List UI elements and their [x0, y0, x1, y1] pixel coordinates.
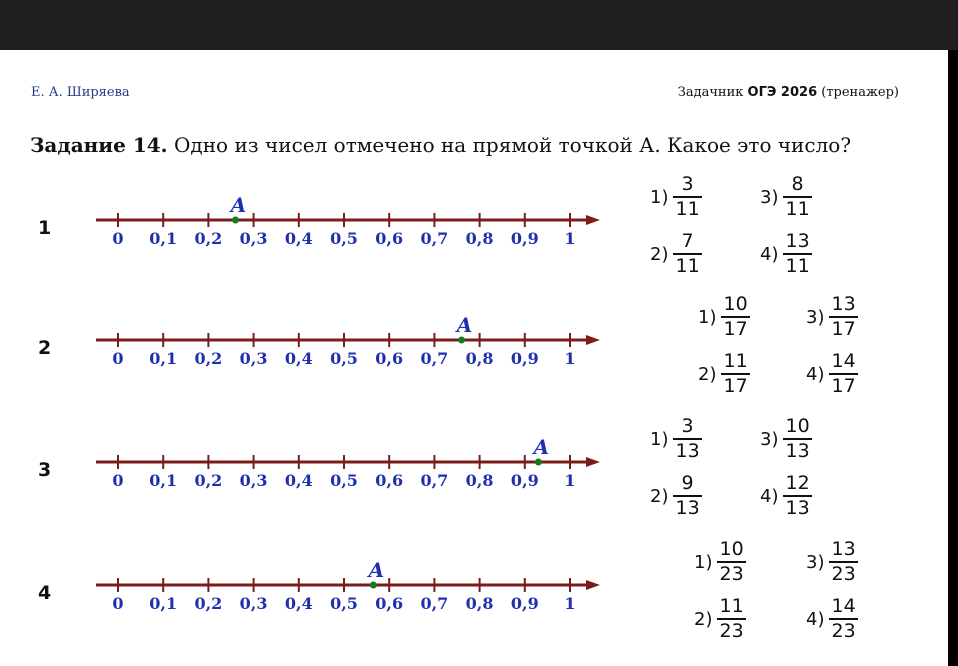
option-2[interactable]: 2) $\frac{9}{13}$ [650, 472, 700, 519]
denominator: 11 [675, 255, 700, 277]
fraction [783, 474, 811, 518]
tick-label: 0,6 [375, 229, 404, 248]
tick-label: 0,7 [420, 471, 449, 490]
task-text: Одно из чисел отмечено на прямой точкой А. Какое это число? [167, 133, 852, 157]
number-line [90, 560, 610, 620]
book-title-suffix: (тренажер) [817, 85, 899, 100]
axis-arrow [586, 457, 600, 467]
tick-label: 0,3 [239, 471, 268, 490]
tick-label: 0,1 [149, 349, 178, 368]
tick-label: 0,5 [330, 594, 358, 613]
option-1[interactable]: 1) $\frac{10}{23}$ [694, 538, 744, 585]
denominator: 23 [719, 563, 744, 585]
tick-label: 0,8 [465, 594, 494, 613]
number-line [90, 437, 610, 497]
fraction [829, 540, 857, 584]
tick-label: 0,6 [375, 471, 404, 490]
tick-label: 0,4 [284, 349, 313, 368]
fraction [717, 597, 745, 641]
denominator: 23 [719, 620, 744, 642]
problem-number: 4 [38, 582, 52, 604]
axis-arrow [586, 335, 600, 345]
numerator: 13 [785, 230, 810, 252]
option-3[interactable]: 3) $\frac{13}{23}$ [806, 538, 856, 585]
denominator: 23 [831, 563, 856, 585]
numerator: 12 [785, 472, 810, 494]
fraction [673, 474, 701, 518]
option-2[interactable]: 2) $\frac{11}{23}$ [694, 595, 744, 642]
denominator: 13 [675, 497, 700, 519]
numerator: 10 [723, 293, 748, 315]
axis-arrow [586, 215, 600, 225]
numerator: 3 [681, 415, 694, 437]
numerator: 9 [681, 472, 694, 494]
numerator: 14 [831, 595, 856, 617]
document-page [0, 50, 948, 666]
point-a [232, 217, 239, 224]
option-3[interactable]: 3) $\frac{10}{13}$ [760, 415, 810, 462]
problem-3 [0, 417, 948, 537]
tick-label: 0,9 [510, 471, 539, 490]
fraction [673, 417, 701, 461]
tick-label: 0,9 [510, 594, 539, 613]
point-a [535, 459, 542, 466]
point-label: A [456, 313, 473, 337]
denominator: 17 [723, 375, 748, 397]
fraction [673, 232, 701, 276]
tick-label: 0,4 [284, 229, 313, 248]
denominator: 17 [723, 318, 748, 340]
task-label: Задание 14. [30, 133, 168, 157]
task-heading [30, 133, 851, 157]
tick-label: 0,7 [420, 349, 449, 368]
point-label: A [230, 193, 247, 217]
tick-label: 1 [564, 594, 576, 613]
tick-label: 0,1 [149, 471, 178, 490]
tick-label: 0,8 [465, 349, 494, 368]
denominator: 17 [831, 318, 856, 340]
book-title [678, 85, 899, 100]
fraction [717, 540, 745, 584]
point-label: A [368, 558, 385, 582]
book-title-prefix: Задачник [677, 85, 748, 100]
option-1[interactable]: 1) $\frac{3}{11}$ [650, 173, 700, 220]
option-4[interactable]: 4) $\frac{14}{23}$ [806, 595, 856, 642]
tick-label: 0,3 [239, 594, 268, 613]
problem-number: 2 [38, 337, 52, 359]
option-4[interactable]: 4) $\frac{12}{13}$ [760, 472, 810, 519]
problem-number: 1 [38, 217, 52, 239]
tick-label: 0,9 [510, 349, 539, 368]
tick-label: 0,3 [239, 229, 268, 248]
option-3[interactable]: 3) $\frac{13}{17}$ [806, 293, 856, 340]
option-2[interactable]: 2) $\frac{7}{11}$ [650, 230, 700, 277]
fraction [783, 232, 811, 276]
tick-label: 0 [112, 471, 124, 490]
numerator: 10 [785, 415, 810, 437]
problem-2 [0, 295, 948, 415]
tick-label: 0,2 [194, 349, 223, 368]
fraction [721, 295, 749, 339]
denominator: 13 [785, 440, 810, 462]
tick-label: 0,4 [284, 594, 313, 613]
option-4[interactable]: 4) $\frac{14}{17}$ [806, 350, 856, 397]
book-title-bold: ОГЭ 2026 [747, 85, 818, 100]
numerator: 13 [831, 293, 856, 315]
tick-label: 0,6 [375, 349, 404, 368]
denominator: 17 [831, 375, 856, 397]
tick-label: 0 [112, 229, 124, 248]
tick-label: 0,1 [149, 594, 178, 613]
denominator: 13 [785, 497, 810, 519]
fraction [721, 352, 749, 396]
number-line [90, 195, 610, 255]
tick-label: 0,6 [375, 594, 404, 613]
numerator: 10 [719, 538, 744, 560]
fraction [783, 175, 811, 219]
numerator: 3 [681, 173, 694, 195]
fraction [829, 352, 857, 396]
tick-label: 0 [112, 594, 124, 613]
tick-label: 0 [112, 349, 124, 368]
point-label: A [533, 435, 550, 459]
problem-number: 3 [38, 459, 52, 481]
tick-label: 0,2 [194, 594, 223, 613]
tick-label: 0,5 [330, 471, 358, 490]
fraction [673, 175, 701, 219]
point-a [458, 337, 465, 344]
option-1[interactable]: 1) $\frac{3}{13}$ [650, 415, 700, 462]
fraction [829, 295, 857, 339]
option-2[interactable]: 2) $\frac{11}{17}$ [698, 350, 748, 397]
tick-label: 0,8 [465, 229, 494, 248]
denominator: 23 [831, 620, 856, 642]
tick-label: 0,1 [149, 229, 178, 248]
point-a [370, 582, 377, 589]
author-name: Е. А. Ширяева [31, 85, 130, 100]
fraction [829, 597, 857, 641]
denominator: 11 [785, 198, 810, 220]
tick-label: 0,9 [510, 229, 539, 248]
fraction [783, 417, 811, 461]
numerator: 13 [831, 538, 856, 560]
numerator: 8 [791, 173, 804, 195]
axis-arrow [586, 580, 600, 590]
tick-label: 0,3 [239, 349, 268, 368]
tick-label: 1 [564, 471, 576, 490]
denominator: 11 [675, 198, 700, 220]
tick-label: 0,7 [420, 594, 449, 613]
tick-label: 0,2 [194, 229, 223, 248]
problem-1 [0, 175, 948, 295]
tick-label: 0,5 [330, 229, 358, 248]
tick-label: 1 [564, 349, 576, 368]
number-line [90, 315, 610, 375]
denominator: 11 [785, 255, 810, 277]
numerator: 11 [723, 350, 748, 372]
problem-4 [0, 540, 948, 660]
numerator: 7 [681, 230, 694, 252]
option-4[interactable]: 4) $\frac{13}{11}$ [760, 230, 810, 277]
option-3[interactable]: 3) $\frac{8}{11}$ [760, 173, 810, 220]
tick-label: 1 [564, 229, 576, 248]
tick-label: 0,2 [194, 471, 223, 490]
denominator: 13 [675, 440, 700, 462]
tick-label: 0,5 [330, 349, 358, 368]
option-1[interactable]: 1) $\frac{10}{17}$ [698, 293, 748, 340]
tick-label: 0,7 [420, 229, 449, 248]
numerator: 14 [831, 350, 856, 372]
numerator: 11 [719, 595, 744, 617]
tick-label: 0,4 [284, 471, 313, 490]
tick-label: 0,8 [465, 471, 494, 490]
top-bar [0, 0, 958, 50]
